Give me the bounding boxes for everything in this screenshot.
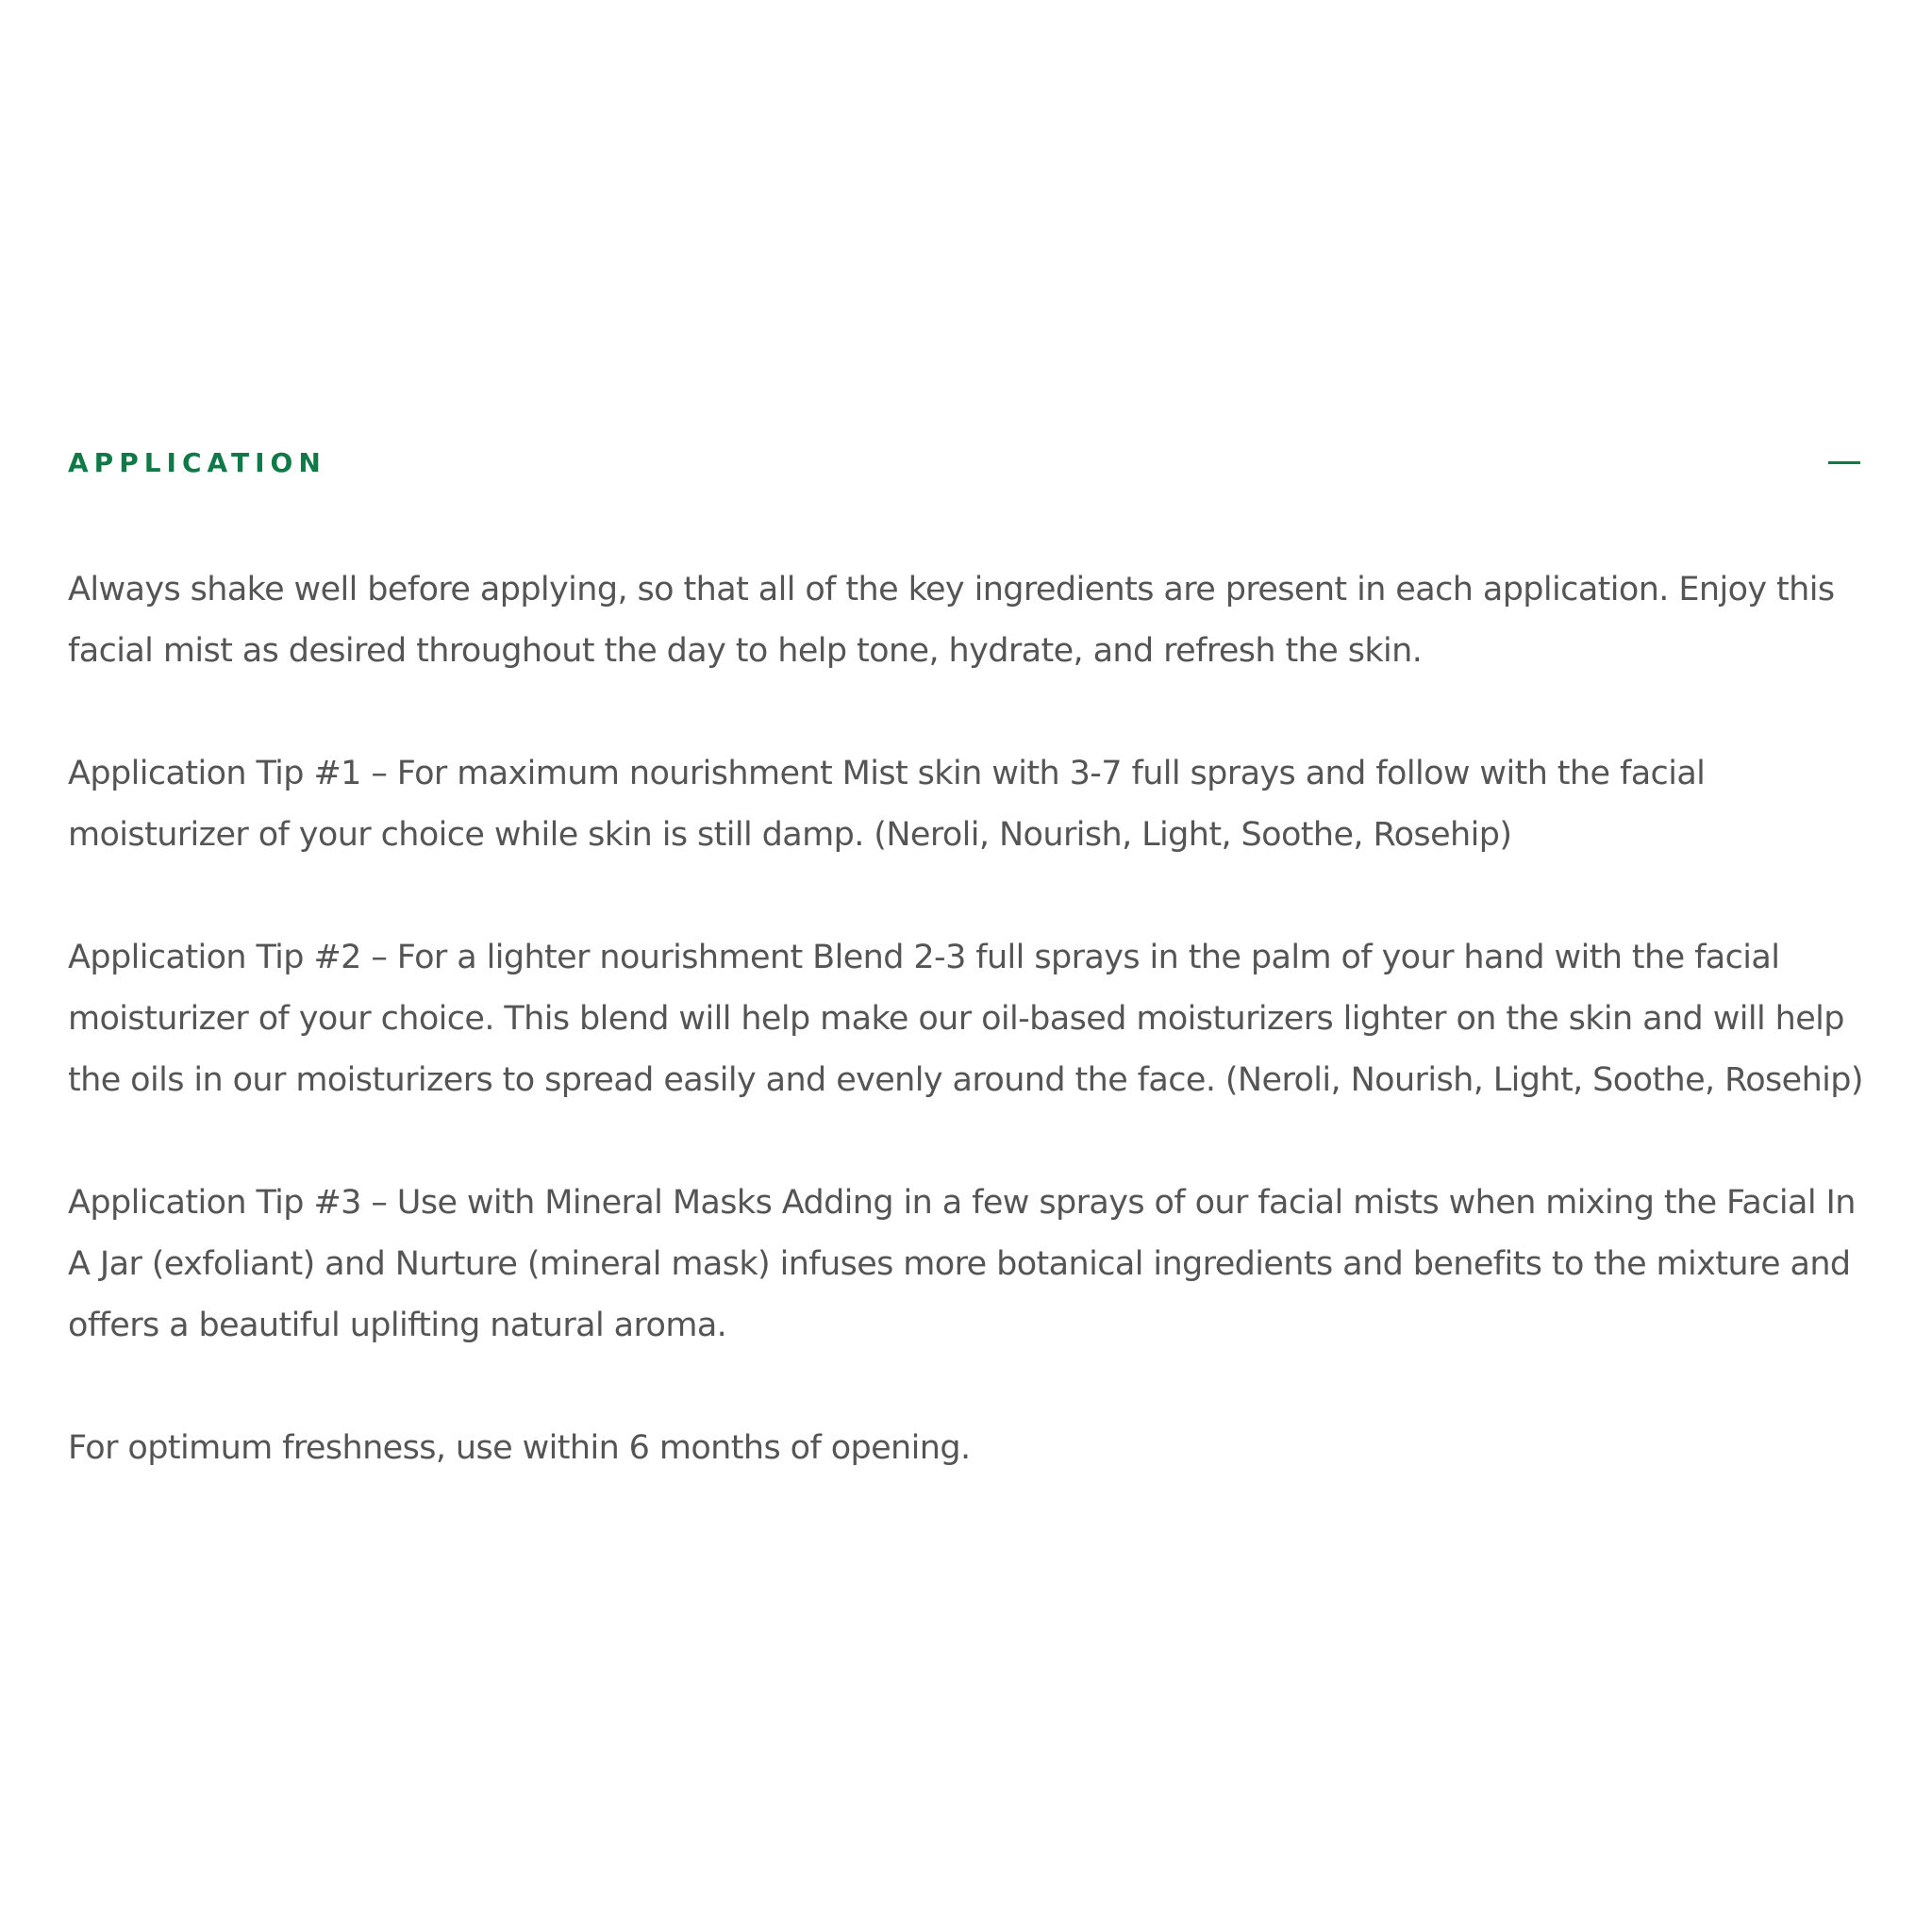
application-accordion <box>68 429 1864 1479</box>
accordion-content <box>68 559 1864 1479</box>
application-tip-1-paragraph: Application Tip #1 – For maximum nourishment Mist skin with 3-7 full sprays and follow with the facial moisturizer of your choice while skin is still damp. (Neroli, Nourish, Light, Soothe, Rosehip) <box>68 755 1706 854</box>
accordion-title: APPLICATION <box>68 446 326 478</box>
accordion-header-application[interactable] <box>68 429 1864 495</box>
freshness-note-paragraph: For optimum freshness, use within 6 months of opening. <box>68 1429 971 1467</box>
application-instructions-paragraph: Always shake well before applying, so that all of the key ingredients are present in each application. Enjoy this facial mist as desired throughout the day to help tone, hydrate, and refresh the skin. <box>68 571 1835 670</box>
application-tip-2-paragraph: Application Tip #2 – For a lighter nourishment Blend 2-3 full sprays in the palm of your hand with the facial moisturizer of your choice. This blend will help make our oil-based moisturizers lighter on the skin and will help the oils in our moisturizers to spread easily and evenly around the face. (Neroli, Nourish, Light, Soothe, Rosehip) <box>68 939 1863 1099</box>
minus-icon[interactable] <box>1828 449 1860 475</box>
application-tip-3-paragraph: Application Tip #3 – Use with Mineral Masks Adding in a few sprays of our facial mists when mixing the Facial In A Jar (exfoliant) and Nurture (mineral mask) infuses more botanical ingredients and benefits to the mixture and offers a beautiful uplifting natural aroma. <box>68 1184 1856 1344</box>
